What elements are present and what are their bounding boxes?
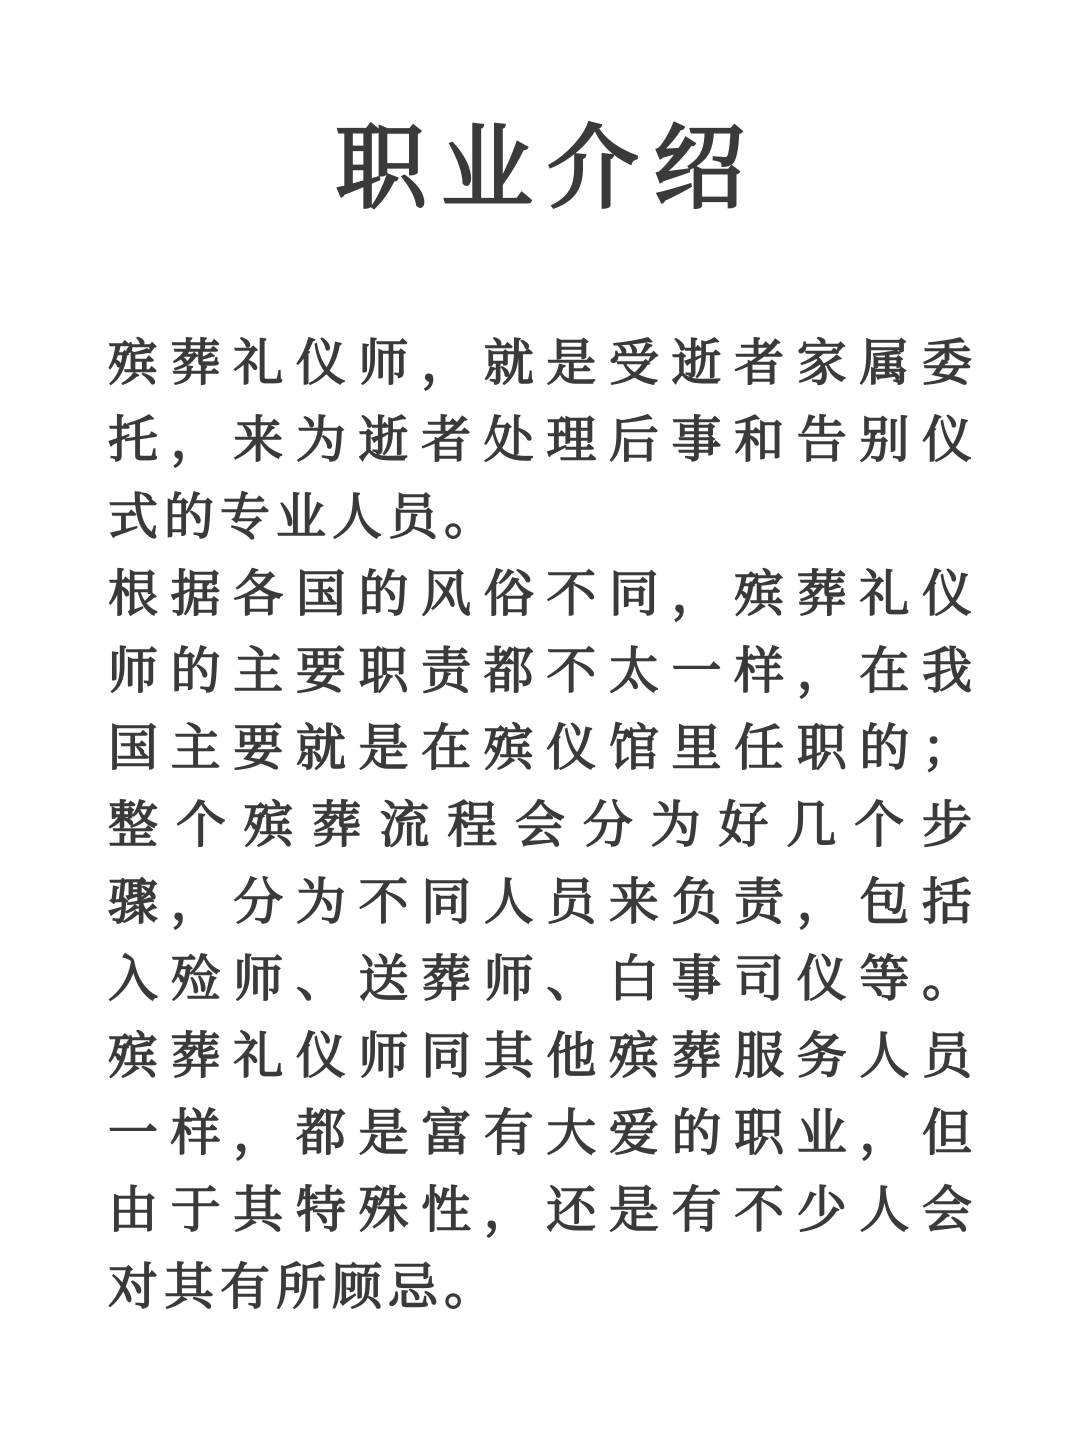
text-line: 殡葬礼仪师，就是受逝者家属委: [108, 333, 972, 392]
text-line: 一样，都是富有大爱的职业，但: [108, 1103, 972, 1162]
text-line: 师的主要职责都不太一样，在我: [108, 641, 972, 700]
text-line: 骤，分为不同人员来负责，包括: [108, 872, 972, 931]
article-body: [108, 324, 972, 1325]
paragraph-2: [108, 555, 972, 1017]
page-title: 职业介绍: [334, 114, 759, 222]
text-line: 殡葬礼仪师同其他殡葬服务人员: [108, 1026, 972, 1085]
text-line: 托，来为逝者处理后事和告别仪: [108, 410, 972, 469]
text-line: 由于其特殊性，还是有不少人会: [108, 1180, 972, 1239]
text-line: 对其有所顾忌。: [108, 1257, 500, 1316]
text-line: 根据各国的风俗不同，殡葬礼仪: [108, 564, 972, 623]
text-line: 国主要就是在殡仪馆里任职的；: [108, 718, 972, 777]
text-line: 入殓师、送葬师、白事司仪等。: [108, 949, 972, 1008]
text-line: 式的专业人员。: [108, 487, 500, 546]
text-line: 整个殡葬流程会分为好几个步: [108, 795, 972, 854]
paragraph-1: [108, 324, 972, 555]
paragraph-3: [108, 1017, 972, 1325]
